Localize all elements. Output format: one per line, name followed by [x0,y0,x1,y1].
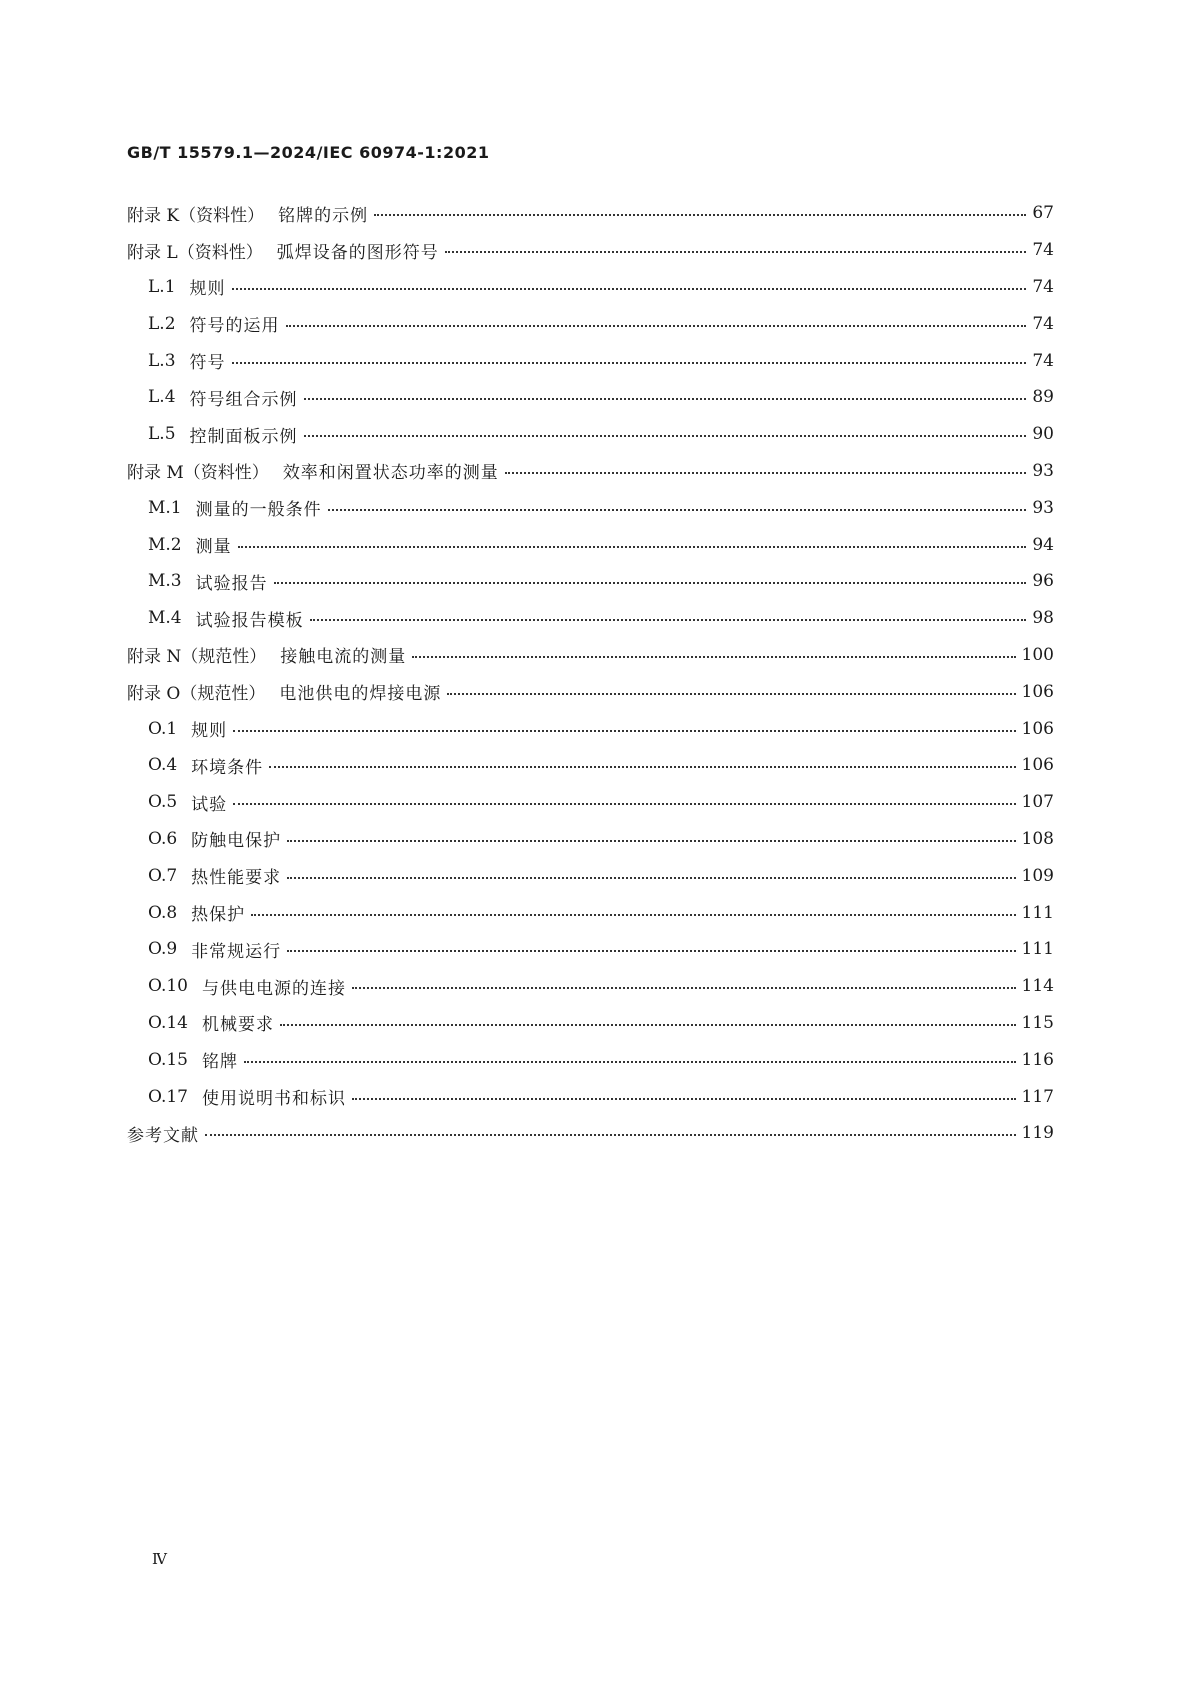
toc-entry-page: 115 [1021,1012,1054,1033]
document-header: GB/T 15579.1—2024/IEC 60974-1:2021 [127,143,490,162]
toc-entry-number: O.15 [148,1049,188,1070]
toc-entry[interactable] [127,342,1054,379]
toc-entry[interactable] [127,269,1054,306]
toc-entry[interactable] [127,232,1054,269]
toc-entry[interactable] [127,600,1054,637]
toc-entry-number: O.1 [148,718,178,739]
toc-entry[interactable] [127,673,1054,710]
toc-entry-title: 测量的一般条件 [195,500,322,521]
toc-entry-number: L.5 [148,424,176,445]
toc-entry[interactable] [127,857,1054,894]
toc-entry-page: 74 [1032,276,1054,297]
toc-entry-page: 90 [1032,424,1054,445]
toc-entry-page: 100 [1021,644,1054,665]
toc-entry-page: 94 [1032,534,1054,555]
toc-entry-number: O.7 [148,865,178,886]
toc-entry-title: 控制面板示例 [189,426,298,447]
toc-entry[interactable] [127,1005,1054,1042]
toc-entry-page: 114 [1021,976,1054,997]
toc-entry-number: O.14 [148,1012,188,1033]
toc-entry-title: 热性能要求 [191,868,282,889]
toc-entry-number: 附录 N（规范性） [127,647,267,668]
toc-entry-page: 109 [1021,865,1054,886]
toc-entry-title: 铭牌 [201,1052,238,1073]
toc-dot-leader [304,398,1027,400]
toc-entry[interactable] [127,821,1054,858]
toc-entry-page: 106 [1021,718,1054,739]
toc-entry-title: 电池供电的焊接电源 [279,684,442,705]
toc-entry-number: 附录 M（资料性） [127,463,269,484]
toc-entry-page: 96 [1032,571,1054,592]
toc-entry-title: 效率和闲置状态功率的测量 [282,463,499,484]
toc-entry[interactable] [127,416,1054,453]
toc-dot-leader [274,582,1027,584]
toc-entry-page: 74 [1032,350,1054,371]
toc-entry-number: M.2 [148,534,182,555]
toc-entry-title: 试验报告模板 [195,610,304,631]
toc-entry[interactable] [127,453,1054,490]
toc-entry[interactable] [127,784,1054,821]
toc-dot-leader [238,546,1027,548]
toc-entry-title: 非常规运行 [191,941,282,962]
toc-entry[interactable] [127,1115,1054,1152]
toc-entry-title: 防触电保护 [191,831,282,852]
toc-entry-number: O.6 [148,828,178,849]
toc-entry-number: O.5 [148,792,178,813]
toc-entry-page: 119 [1021,1123,1054,1144]
toc-dot-leader [286,325,1027,327]
toc-entry-title: 符号的运用 [189,316,280,337]
toc-dot-leader [505,472,1027,474]
toc-entry-number: O.8 [148,902,178,923]
toc-dot-leader [352,987,1016,989]
toc-entry-number: O.10 [148,976,188,997]
toc-entry-page: 117 [1021,1086,1054,1107]
toc-dot-leader [205,1134,1016,1136]
toc-entry[interactable] [127,563,1054,600]
toc-dot-leader [328,509,1027,511]
toc-entry-number: O.9 [148,939,178,960]
toc-entry-number: L.3 [148,350,176,371]
toc-entry-number: M.4 [148,608,182,629]
toc-entry[interactable] [127,747,1054,784]
toc-dot-leader [251,914,1015,916]
toc-entry-page: 89 [1032,387,1054,408]
toc-entry-number: M.3 [148,571,182,592]
toc-entry-number: O.4 [148,755,178,776]
toc-entry-page: 93 [1032,460,1054,481]
toc-entry-title: 铭牌的示例 [278,205,369,226]
toc-entry-title: 弧焊设备的图形符号 [276,242,439,263]
toc-entry-page: 108 [1021,828,1054,849]
toc-entry[interactable] [127,894,1054,931]
toc-entry[interactable] [127,931,1054,968]
toc-entry-number: L.2 [148,313,176,334]
toc-dot-leader [232,288,1027,290]
toc-entry-page: 67 [1032,203,1054,224]
toc-entry-title: 试验 [191,794,228,815]
toc-dot-leader [287,950,1015,952]
toc-dot-leader [310,619,1027,621]
toc-entry[interactable] [127,1078,1054,1115]
toc-entry-number: 附录 O（规范性） [127,684,266,705]
toc-dot-leader [447,693,1015,695]
toc-entry[interactable] [127,305,1054,342]
toc-dot-leader [233,730,1015,732]
toc-entry-title: 环境条件 [191,757,264,778]
toc-dot-leader [412,656,1015,658]
toc-dot-leader [374,214,1026,216]
toc-dot-leader [287,877,1015,879]
toc-entry-title: 测量 [195,537,232,558]
toc-entry-title: 符号组合示例 [189,389,298,410]
page-number: Ⅳ [152,1550,167,1568]
toc-dot-leader [445,251,1027,253]
toc-entry-title: 规则 [191,721,228,742]
toc-entry-title: 与供电电源的连接 [201,978,346,999]
toc-entry-number: 附录 K（资料性） [127,205,265,226]
toc-entry-title: 使用说明书和标识 [201,1089,346,1110]
toc-dot-leader [352,1098,1016,1100]
toc-entry-page: 98 [1032,608,1054,629]
toc-entry[interactable] [127,968,1054,1005]
toc-dot-leader [244,1061,1016,1063]
toc-entry-page: 107 [1021,792,1054,813]
toc-entry[interactable] [127,710,1054,747]
toc-entry[interactable] [127,637,1054,674]
toc-entry[interactable] [127,526,1054,563]
toc-entry-number: L.4 [148,387,176,408]
toc-dot-leader [287,840,1015,842]
toc-entry-title: 热保护 [191,905,246,926]
toc-dot-leader [232,362,1027,364]
toc-entry-number: O.17 [148,1086,188,1107]
toc-entry-number: L.1 [148,276,176,297]
toc-entry-title: 试验报告 [195,573,268,594]
toc-entry-page: 106 [1021,755,1054,776]
toc-dot-leader [269,766,1015,768]
table-of-contents [127,195,1054,1152]
toc-entry-title: 机械要求 [201,1015,274,1036]
toc-entry-number: 附录 L（资料性） [127,242,263,263]
toc-entry-page: 116 [1021,1049,1054,1070]
toc-entry-page: 74 [1032,240,1054,261]
toc-entry[interactable] [127,195,1054,232]
toc-entry-page: 111 [1021,939,1054,960]
toc-entry-page: 93 [1032,497,1054,518]
toc-entry-page: 111 [1021,902,1054,923]
toc-entry-title: 符号 [189,353,226,374]
toc-entry-number: M.1 [148,497,182,518]
toc-entry-page: 74 [1032,313,1054,334]
toc-dot-leader [280,1024,1016,1026]
toc-dot-leader [304,435,1027,437]
toc-entry-title: 接触电流的测量 [280,647,407,668]
toc-entry[interactable] [127,379,1054,416]
toc-entry-title: 参考文献 [127,1125,199,1146]
toc-entry[interactable] [127,1041,1054,1078]
toc-entry-page: 106 [1021,681,1054,702]
toc-dot-leader [233,803,1015,805]
toc-entry-title: 规则 [189,279,226,300]
toc-entry[interactable] [127,489,1054,526]
